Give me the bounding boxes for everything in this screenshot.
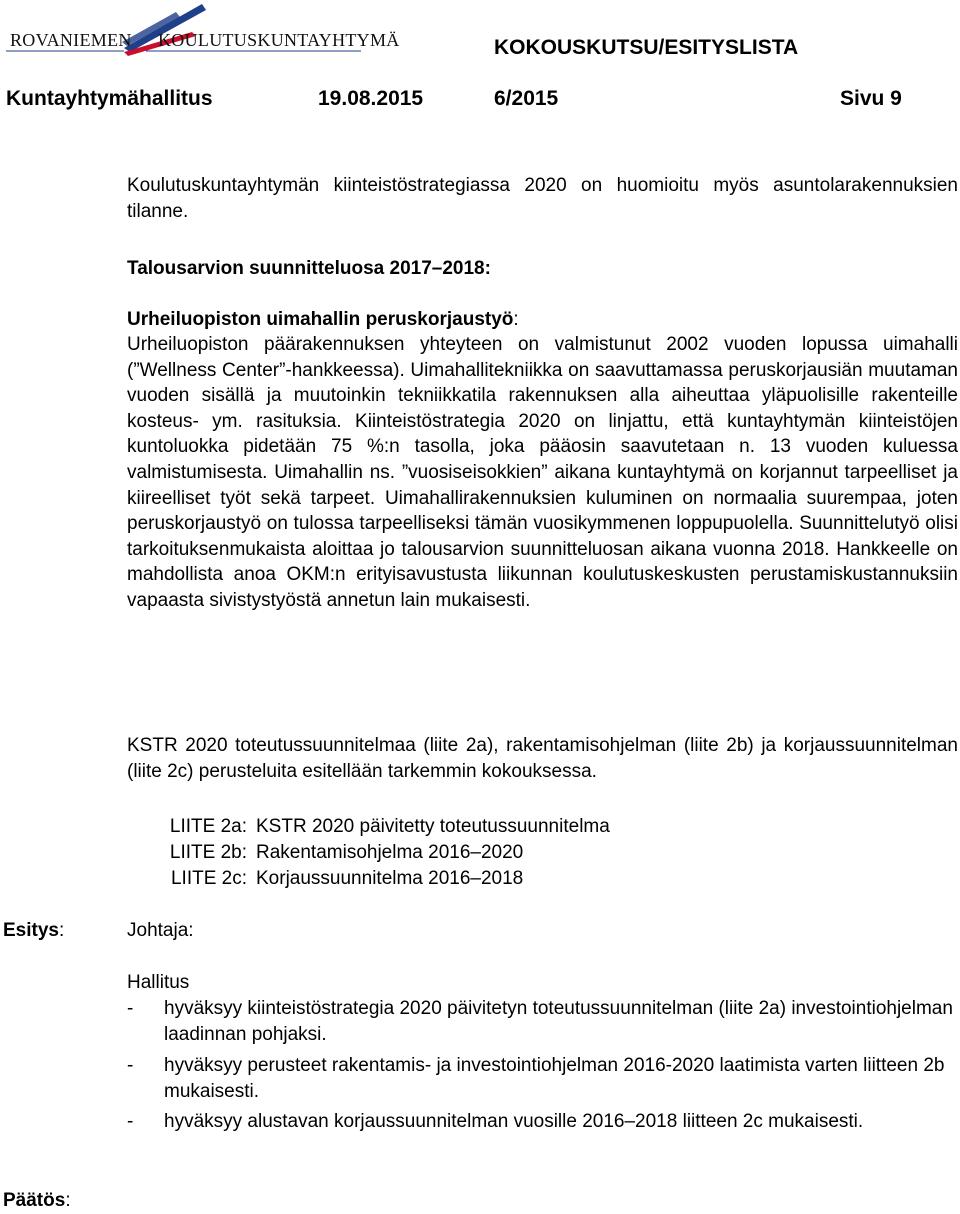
proposal-body: Hallitus	[127, 972, 190, 993]
intro-paragraph: Koulutuskuntayhtymän kiinteistöstrategiassa 2020 on huomioitu myös asuntolarakennuksien tilanne.	[127, 175, 958, 222]
decision-label-colon: :	[65, 1190, 71, 1211]
decision-label	[3, 1188, 71, 1214]
bullet-dash: -	[127, 998, 134, 1019]
proposal-label	[3, 918, 64, 944]
attachment-title: Korjaussuunnitelma 2016–2018	[256, 868, 524, 889]
proposal-item-text: hyväksyy alustavan korjaussuunnitelman vuosille 2016–2018 liitteen 2c mukaisesti.	[164, 1111, 864, 1132]
header-page-number: Sivu 9	[840, 87, 902, 110]
header-body-name: Kuntayhtymähallitus	[6, 87, 213, 110]
bullet-dash: -	[127, 1111, 134, 1132]
kstr-paragraph: KSTR 2020 toteutussuunnitelmaa (liite 2a), rakentamisohjelman (liite 2b) ja korjaussuunnitelman (liite 2c) perusteluita esitellään tarkemmin kokouksessa.	[127, 735, 958, 782]
decision-label-text: Päätös	[3, 1190, 66, 1211]
bullet-dash: -	[127, 1055, 134, 1076]
proposal-presenter: Johtaja:	[127, 920, 194, 941]
pool-section-heading	[127, 307, 958, 333]
attachment-label: LIITE 2a:	[169, 816, 247, 837]
logo-text-right: KOULUTUSKUNTAYHTYMÄ	[158, 30, 400, 50]
proposal-label-text: Esitys	[3, 920, 59, 941]
proposal-item-text: hyväksyy perusteet rakentamis- ja investointiohjelman 2016-2020 laatimista varten liitteen 2b mukaisesti.	[164, 1055, 945, 1102]
document-type-title: KOKOUSKUTSU/ESITYSLISTA	[494, 36, 799, 59]
proposal-label-colon: :	[58, 920, 65, 941]
proposal-item-text: hyväksyy kiinteistöstrategia 2020 päivitetyn toteutussuunnitelman (liite 2a) investointiohjelman laadinnan pohjaksi.	[164, 998, 953, 1045]
attachment-label: LIITE 2c:	[170, 868, 247, 889]
header-date: 19.08.2015	[318, 87, 424, 110]
logo-text-left: ROVANIEMEN	[10, 30, 132, 50]
pool-paragraph: Urheiluopiston päärakennuksen yhteyteen on valmistunut 2002 vuoden lopussa uimahalli (”Wellness Center”-hankkeessa). Uimahallitekniikka on saavuttamassa peruskorjausiän muutaman vuoden sisällä ja muutoinkin tekniikkatila rakennuksen alla aiheuttaa yläpuolisille rakenteille kosteus- ym. rasituksia. Kiinteistöstrategia 2020 on linjattu, että kuntayhtymän kiinteistöjen kuntoluokka pidetään 75 %:n tasolla, joka pääosin saavutetaan n. 13 vuoden kuluessa valmistumisesta. Uimahallin ns. ”vuosiseisokkien” aikana kuntayhtymä on korjannut tarpeelliset ja kiireelliset työt sekä tarpeet. Uimahallirakennuksien kuluminen on normaalia suurempaa, joten peruskorjaustyö on tulossa tarpeelliseksi tämän vuosikymmenen loppupuolella. Suunnittelutyö olisi tarkoituksenmukaista aloittaa jo talousarvion suunnitteluosan aikana vuonna 2018. Hankkeelle on mahdollista anoa OKM:n erityisavustusta liikunnan koulutuskeskusten perustamiskustannuksiin vapaasta sivistystyöstä annetun lain mukaisesti.	[127, 334, 958, 611]
pool-heading-colon: :	[513, 309, 519, 330]
attachment-label: LIITE 2b:	[169, 842, 247, 863]
pool-heading-text: Urheiluopiston uimahallin peruskorjaustyö	[127, 309, 514, 330]
header-meeting-number: 6/2015	[494, 87, 559, 110]
attachment-title: KSTR 2020 päivitetty toteutussuunnitelma	[256, 816, 610, 837]
budget-section-heading: Talousarvion suunnitteluosa 2017–2018:	[127, 258, 491, 279]
attachment-title: Rakentamisohjelma 2016–2020	[256, 842, 524, 863]
